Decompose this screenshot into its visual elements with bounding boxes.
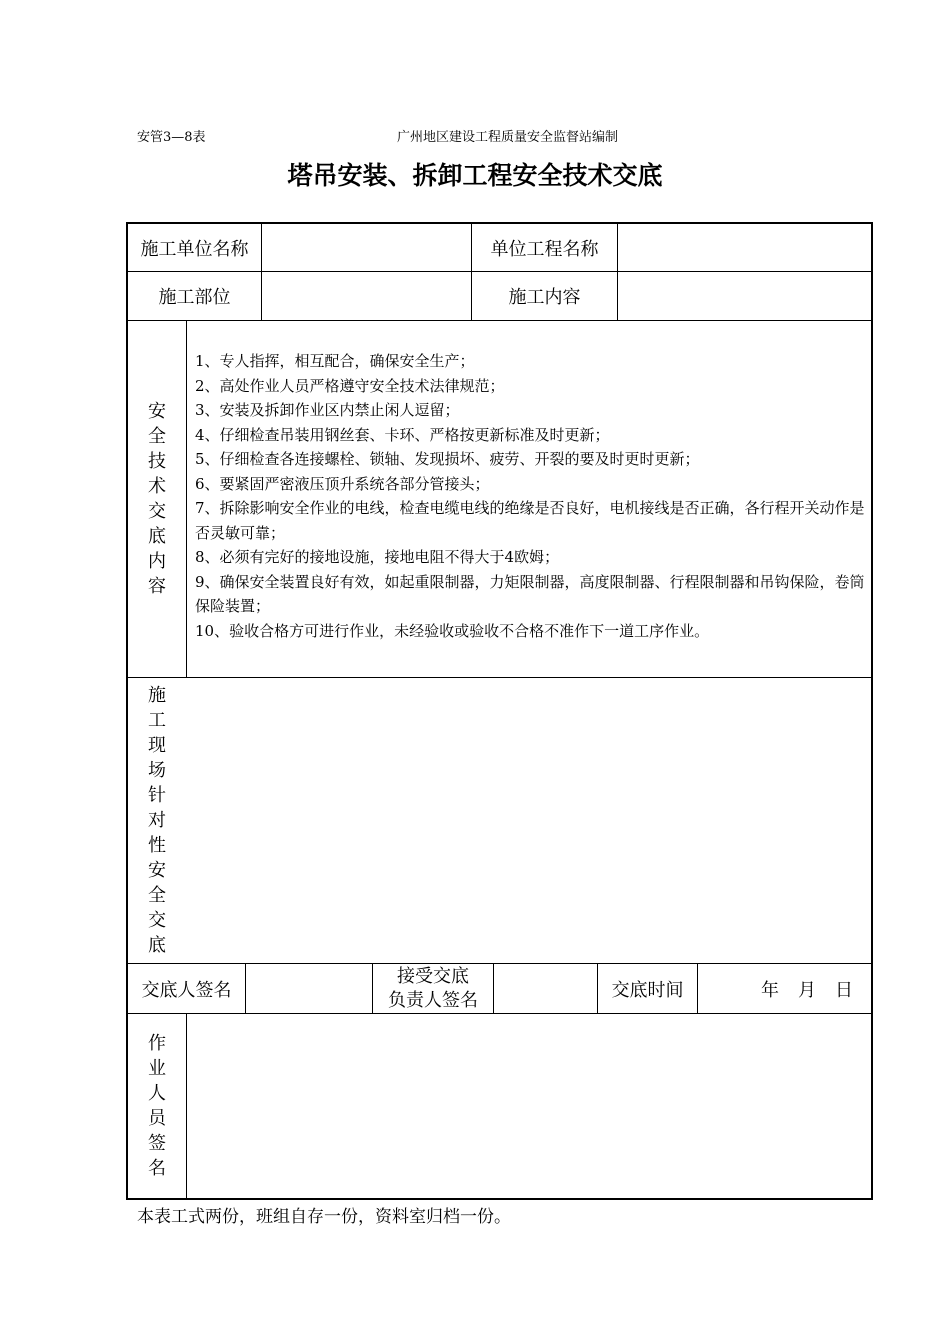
label-char: 现 [148, 735, 166, 756]
list-item: 4、仔细检查吊装用钢丝套、卡环、严格按更新标准及时更新； [195, 425, 610, 444]
label-char: 签 [148, 1133, 166, 1154]
label-char: 全 [148, 426, 166, 447]
label-char: 作 [148, 1033, 166, 1054]
label-char: 底 [148, 526, 166, 547]
label-char: 安 [148, 401, 166, 422]
label-construction-position: 施工部位 [158, 287, 231, 308]
date-day-label: 日 [835, 979, 853, 1001]
label-char: 内 [148, 551, 166, 572]
label-receiver-signature [373, 964, 493, 1013]
label-char: 业 [148, 1058, 166, 1079]
label-char: 名 [148, 1158, 166, 1179]
field-unit-project-name[interactable] [618, 224, 871, 271]
issuer-text: 广州地区建设工程质量安全监督站编制 [397, 130, 619, 145]
label-char: 对 [148, 810, 166, 831]
field-construction-position[interactable] [262, 272, 471, 320]
list-item: 8、必须有完好的接地设施，接地电阻不得大于4欧姆； [195, 548, 560, 566]
list-item: 6、要紧固严密液压顶升系统各部分管接头； [195, 474, 490, 493]
field-construction-content[interactable] [618, 272, 871, 320]
label-unit-project-name: 单位工程名称 [490, 238, 599, 260]
label-line: 接受交底 [397, 965, 469, 987]
label-safety-disclosure-content [128, 321, 186, 677]
label-disclosure-time: 交底时间 [611, 979, 684, 1001]
label-char: 底 [148, 935, 166, 956]
label-line: 负责人签名 [388, 989, 478, 1011]
date-month-label: 月 [798, 979, 816, 1001]
label-char: 场 [148, 760, 166, 781]
safety-disclosure-list [195, 349, 867, 643]
row-divider [127, 320, 872, 321]
label-char: 交 [148, 910, 166, 931]
label-char: 工 [148, 710, 166, 731]
list-item: 1、专人指挥，相互配合，确保安全生产； [195, 352, 475, 370]
page-title: 塔吊安装、拆卸工程安全技术交底 [287, 161, 663, 190]
date-year-label: 年 [761, 979, 779, 1001]
label-char: 针 [148, 785, 166, 806]
label-construction-unit-name: 施工单位名称 [140, 238, 249, 260]
list-item: 5、仔细检查各连接螺栓、锁轴、发现损坏、疲劳、开裂的要及时更时更新； [195, 450, 700, 468]
list-item: 3、安装及拆卸作业区内禁止闲人逗留； [195, 401, 460, 419]
label-char: 技 [148, 451, 166, 472]
list-item: 7、拆除影响安全作业的电线，检查电缆电线的绝缘是否良好，电机接线是否正确，各行程开关动作是否灵敏可靠； [195, 499, 865, 542]
field-site-specific-disclosure[interactable] [187, 678, 871, 963]
column-divider [186, 320, 187, 677]
label-site-specific-disclosure [128, 678, 186, 963]
label-char: 交 [148, 501, 166, 522]
label-char: 术 [148, 476, 166, 497]
label-char: 容 [148, 576, 166, 597]
list-item: 2、高处作业人员严格遵守安全技术法律规范； [195, 376, 505, 395]
label-char: 施 [148, 685, 166, 706]
field-construction-unit-name[interactable] [262, 224, 471, 271]
label-char: 员 [148, 1108, 166, 1129]
field-receiver-signature[interactable] [494, 964, 597, 1013]
label-construction-content: 施工内容 [508, 287, 581, 308]
label-char: 全 [148, 885, 166, 906]
label-char: 性 [148, 835, 166, 856]
list-item: 10、验收合格方可进行作业，未经验收或验收不合格不准作下一道工序作业。 [195, 621, 710, 640]
footer-note: 本表工式两份，班组自存一份，资料室归档一份。 [137, 1207, 511, 1227]
label-worker-signatures [128, 1014, 186, 1199]
form-code: 安管3—8表 [137, 130, 206, 145]
label-char: 安 [148, 860, 166, 881]
field-worker-signatures[interactable] [187, 1014, 871, 1199]
field-disclosure-date[interactable] [698, 964, 871, 1013]
label-discloser-signature: 交底人签名 [141, 979, 232, 1001]
label-char: 人 [148, 1083, 166, 1104]
list-item: 9、确保安全装置良好有效，如起重限制器，力矩限制器，高度限制器、行程限制器和吊钩保险，卷筒保险装置； [195, 572, 865, 615]
field-discloser-signature[interactable] [246, 964, 372, 1013]
